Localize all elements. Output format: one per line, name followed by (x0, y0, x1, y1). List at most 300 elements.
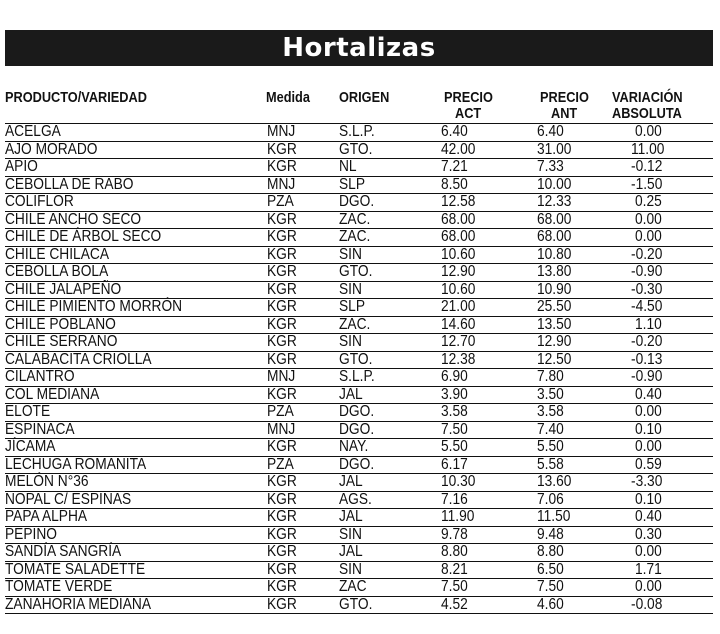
cell-origen-text: ZAC (339, 578, 367, 596)
cell-precio-ant (537, 386, 609, 404)
cell-origen-text: SIN (339, 245, 362, 263)
cell-origen (339, 526, 441, 544)
cell-producto (5, 456, 267, 474)
cell-medida-text: MNJ (267, 123, 296, 141)
cell-origen-text: SLP (339, 298, 366, 316)
cell-medida-text: KGR (267, 438, 297, 456)
cell-precio-ant (537, 596, 609, 614)
table-row (5, 351, 713, 369)
cell-medida (267, 246, 339, 264)
cell-origen-text: ZAC. (339, 228, 371, 246)
cell-producto-text: CHILE JALAPEÑO (5, 280, 122, 298)
cell-medida (267, 281, 339, 299)
cell-origen-text: DGO. (339, 455, 375, 473)
cell-precio-ant (537, 369, 609, 387)
cell-origen (339, 176, 441, 194)
cell-variacion-text: -1.50 (631, 175, 663, 193)
cell-producto-text: CHILE DE ÁRBOL SECO (5, 228, 162, 246)
cell-origen-text: SIN (339, 280, 362, 298)
cell-medida (267, 316, 339, 334)
table-row (5, 439, 713, 457)
cell-precio-ant-text: 12.90 (537, 333, 572, 351)
cell-precio-ant (537, 159, 609, 177)
cell-producto (5, 281, 267, 299)
cell-producto (5, 141, 267, 159)
cell-precio-act (441, 281, 537, 299)
cell-origen (339, 509, 441, 527)
cell-medida-text: KGR (267, 158, 297, 176)
cell-precio-act-text: 8.21 (441, 560, 468, 578)
cell-variacion-text: 0.00 (635, 123, 662, 141)
cell-medida-text: KGR (267, 315, 297, 333)
cell-producto-text: ACELGA (5, 123, 61, 141)
cell-medida (267, 561, 339, 579)
cell-variacion (609, 491, 713, 509)
cell-precio-ant-text: 7.06 (537, 490, 564, 508)
cell-precio-ant-text: 7.80 (537, 368, 564, 386)
cell-precio-ant-text: 13.60 (537, 473, 572, 491)
cell-medida (267, 159, 339, 177)
cell-variacion (609, 316, 713, 334)
cell-medida (267, 351, 339, 369)
cell-variacion (609, 281, 713, 299)
cell-producto (5, 579, 267, 597)
cell-variacion (609, 229, 713, 247)
cell-producto-text: CHILE PIMIENTO MORRÓN (5, 298, 183, 316)
cell-precio-ant (537, 421, 609, 439)
cell-origen (339, 421, 441, 439)
cell-precio-ant-text: 68.00 (537, 210, 572, 228)
cell-precio-act (441, 491, 537, 509)
cell-precio-ant-text: 6.50 (537, 560, 564, 578)
cell-variacion-text: 1.71 (635, 560, 662, 578)
table-row (5, 526, 713, 544)
cell-precio-act-text: 6.90 (441, 368, 468, 386)
cell-origen (339, 334, 441, 352)
cell-precio-ant-text: 10.00 (537, 175, 572, 193)
cell-producto-text: SANDÍA SANGRÍA (5, 543, 122, 561)
cell-precio-act-text: 68.00 (441, 210, 476, 228)
cell-precio-ant (537, 211, 609, 229)
table-row (5, 246, 713, 264)
cell-producto-text: COLIFLOR (5, 193, 74, 211)
cell-medida (267, 124, 339, 142)
cell-producto (5, 596, 267, 614)
cell-precio-ant (537, 246, 609, 264)
cell-precio-act-text: 10.30 (441, 473, 476, 491)
cell-medida-text: KGR (267, 350, 297, 368)
cell-origen-text: GTO. (339, 350, 373, 368)
table-row (5, 281, 713, 299)
cell-medida (267, 229, 339, 247)
cell-producto (5, 211, 267, 229)
cell-origen-text: ZAC. (339, 315, 371, 333)
cell-precio-act-text: 11.90 (441, 508, 475, 526)
cell-origen-text: SIN (339, 560, 362, 578)
cell-variacion (609, 299, 713, 317)
cell-medida (267, 264, 339, 282)
cell-precio-act (441, 579, 537, 597)
cell-precio-act-text: 5.50 (441, 438, 468, 456)
cell-variacion-text: 0.40 (635, 385, 662, 403)
header-origen: ORIGEN (339, 89, 390, 106)
cell-precio-ant-text: 7.33 (537, 158, 564, 176)
cell-precio-act (441, 334, 537, 352)
cell-precio-ant-text: 10.90 (537, 280, 572, 298)
cell-medida-text: MNJ (267, 420, 296, 438)
cell-medida-text: KGR (267, 543, 297, 561)
table-row (5, 369, 713, 387)
cell-origen (339, 124, 441, 142)
cell-precio-act-text: 10.60 (441, 280, 476, 298)
cell-origen (339, 386, 441, 404)
cell-precio-ant (537, 194, 609, 212)
cell-precio-ant (537, 404, 609, 422)
header-precio-ant: PRECIO (540, 89, 589, 106)
cell-precio-act (441, 211, 537, 229)
header-precio-act-sub: ACT (455, 105, 482, 122)
cell-producto (5, 124, 267, 142)
cell-origen (339, 351, 441, 369)
cell-precio-ant (537, 526, 609, 544)
cell-precio-ant (537, 509, 609, 527)
cell-precio-act-text: 8.80 (441, 543, 468, 561)
table-row (5, 264, 713, 282)
cell-precio-act-text: 7.50 (441, 578, 468, 596)
cell-precio-act (441, 229, 537, 247)
cell-origen (339, 474, 441, 492)
cell-precio-act-text: 3.90 (441, 385, 468, 403)
cell-precio-act (441, 264, 537, 282)
cell-producto (5, 351, 267, 369)
table-row (5, 474, 713, 492)
cell-producto (5, 369, 267, 387)
cell-precio-ant (537, 299, 609, 317)
cell-producto-text: NOPAL C/ ESPINAS (5, 490, 132, 508)
cell-origen-text: ZAC. (339, 210, 371, 228)
cell-precio-act-text: 7.21 (441, 158, 468, 176)
cell-medida-text: KGR (267, 140, 297, 158)
table-row (5, 509, 713, 527)
cell-variacion (609, 526, 713, 544)
cell-medida (267, 439, 339, 457)
cell-producto-text: JÍCAMA (5, 438, 56, 456)
cell-precio-ant-text: 9.48 (537, 525, 564, 543)
cell-producto (5, 526, 267, 544)
cell-variacion (609, 351, 713, 369)
table-row (5, 596, 713, 614)
cell-medida-text: KGR (267, 228, 297, 246)
cell-origen-text: SIN (339, 525, 362, 543)
cell-medida-text: KGR (267, 298, 297, 316)
cell-producto (5, 509, 267, 527)
table-row (5, 456, 713, 474)
cell-precio-ant-text: 12.33 (537, 193, 572, 211)
cell-precio-act-text: 14.60 (441, 315, 476, 333)
cell-medida (267, 456, 339, 474)
cell-producto-text: PEPINO (5, 525, 58, 543)
cell-precio-ant-text: 3.50 (537, 385, 564, 403)
cell-precio-ant (537, 141, 609, 159)
cell-variacion (609, 509, 713, 527)
cell-precio-act (441, 456, 537, 474)
cell-variacion-text: 0.30 (635, 525, 662, 543)
cell-producto (5, 264, 267, 282)
cell-precio-ant-text: 11.50 (537, 508, 571, 526)
header-producto: PRODUCTO/VARIEDAD (5, 89, 147, 106)
cell-precio-act-text: 8.50 (441, 175, 468, 193)
cell-variacion (609, 439, 713, 457)
cell-origen-text: DGO. (339, 420, 375, 438)
table-row (5, 141, 713, 159)
cell-variacion-text: 0.00 (635, 403, 662, 421)
cell-variacion-text: 0.25 (635, 193, 662, 211)
cell-producto-text: APIO (5, 158, 38, 176)
cell-variacion (609, 159, 713, 177)
cell-medida-text: KGR (267, 525, 297, 543)
cell-precio-act (441, 596, 537, 614)
table-row (5, 124, 713, 142)
cell-variacion-text: 0.59 (635, 455, 662, 473)
cell-variacion-text: 0.00 (635, 578, 662, 596)
cell-origen-text: S.L.P. (339, 368, 375, 386)
cell-origen (339, 369, 441, 387)
cell-variacion (609, 386, 713, 404)
header-medida: Medida (266, 89, 310, 106)
cell-precio-ant-text: 3.58 (537, 403, 564, 421)
table-row (5, 544, 713, 562)
cell-producto-text: CHILE ANCHO SECO (5, 210, 142, 228)
cell-medida (267, 369, 339, 387)
cell-producto (5, 421, 267, 439)
cell-origen (339, 194, 441, 212)
header-precio-ant-sub: ANT (551, 105, 578, 122)
cell-precio-ant (537, 264, 609, 282)
cell-producto-text: AJO MORADO (5, 140, 98, 158)
header-variacion: VARIACIÓN (612, 89, 683, 106)
cell-precio-ant (537, 544, 609, 562)
cell-variacion-text: -0.20 (631, 333, 663, 351)
cell-variacion (609, 421, 713, 439)
cell-medida (267, 211, 339, 229)
cell-precio-act (441, 159, 537, 177)
cell-medida-text: MNJ (267, 175, 296, 193)
cell-origen-text: SLP (339, 175, 366, 193)
cell-producto (5, 159, 267, 177)
cell-precio-ant-text: 8.80 (537, 543, 564, 561)
cell-variacion-text: -3.30 (631, 473, 663, 491)
cell-variacion (609, 596, 713, 614)
cell-origen-text: JAL (339, 473, 363, 491)
cell-precio-act (441, 176, 537, 194)
cell-variacion-text: 0.00 (635, 543, 662, 561)
table-row (5, 334, 713, 352)
cell-variacion-text: 1.10 (635, 315, 662, 333)
cell-producto (5, 474, 267, 492)
cell-precio-act-text: 12.38 (441, 350, 476, 368)
cell-precio-ant (537, 281, 609, 299)
prices-table (5, 123, 713, 614)
cell-producto (5, 561, 267, 579)
cell-origen-text: JAL (339, 543, 363, 561)
cell-precio-ant (537, 176, 609, 194)
cell-variacion (609, 544, 713, 562)
cell-variacion-text: -0.13 (631, 350, 663, 368)
cell-precio-ant-text: 7.40 (537, 420, 564, 438)
cell-precio-ant (537, 351, 609, 369)
cell-precio-ant-text: 6.40 (537, 123, 564, 141)
cell-producto-text: CHILE CHILACA (5, 245, 109, 263)
cell-variacion-text: 0.10 (635, 490, 662, 508)
cell-precio-act (441, 351, 537, 369)
cell-medida (267, 299, 339, 317)
cell-precio-ant-text: 10.80 (537, 245, 572, 263)
cell-medida (267, 176, 339, 194)
cell-variacion (609, 404, 713, 422)
cell-origen (339, 579, 441, 597)
cell-producto (5, 386, 267, 404)
cell-precio-ant (537, 124, 609, 142)
cell-origen-text: DGO. (339, 193, 375, 211)
cell-precio-act (441, 421, 537, 439)
cell-precio-ant-text: 68.00 (537, 228, 572, 246)
cell-medida (267, 194, 339, 212)
table-row (5, 316, 713, 334)
cell-precio-ant-text: 25.50 (537, 298, 572, 316)
cell-precio-act (441, 561, 537, 579)
section-title: Hortalizas (5, 30, 713, 66)
cell-origen-text: JAL (339, 508, 363, 526)
cell-precio-ant (537, 229, 609, 247)
cell-medida-text: KGR (267, 560, 297, 578)
cell-medida (267, 141, 339, 159)
cell-origen (339, 316, 441, 334)
cell-variacion (609, 264, 713, 282)
cell-medida-text: KGR (267, 245, 297, 263)
cell-precio-act (441, 439, 537, 457)
cell-origen-text: DGO. (339, 403, 375, 421)
table-row (5, 561, 713, 579)
cell-precio-act (441, 369, 537, 387)
cell-origen-text: AGS. (339, 490, 372, 508)
cell-precio-act (441, 526, 537, 544)
cell-precio-act (441, 246, 537, 264)
cell-origen-text: GTO. (339, 263, 373, 281)
cell-origen-text: NAY. (339, 438, 369, 456)
cell-variacion (609, 194, 713, 212)
cell-precio-act-text: 6.17 (441, 455, 468, 473)
cell-medida-text: KGR (267, 490, 297, 508)
cell-precio-act (441, 404, 537, 422)
cell-medida (267, 579, 339, 597)
cell-precio-act-text: 7.50 (441, 420, 468, 438)
cell-precio-ant-text: 4.60 (537, 595, 564, 613)
cell-medida (267, 544, 339, 562)
cell-variacion-text: 0.00 (635, 228, 662, 246)
cell-precio-act-text: 10.60 (441, 245, 476, 263)
cell-producto (5, 404, 267, 422)
cell-producto-text: ESPINACA (5, 420, 75, 438)
cell-variacion-text: -0.30 (631, 280, 663, 298)
cell-origen (339, 596, 441, 614)
cell-variacion (609, 176, 713, 194)
cell-precio-act (441, 194, 537, 212)
table-row (5, 176, 713, 194)
cell-variacion-text: 11.00 (631, 140, 665, 158)
cell-precio-ant (537, 561, 609, 579)
cell-medida (267, 421, 339, 439)
cell-medida-text: KGR (267, 333, 297, 351)
cell-precio-act (441, 124, 537, 142)
table-row (5, 194, 713, 212)
cell-precio-act (441, 509, 537, 527)
cell-variacion (609, 369, 713, 387)
header-precio-act: PRECIO (444, 89, 493, 106)
cell-precio-ant-text: 31.00 (537, 140, 572, 158)
table-row (5, 421, 713, 439)
cell-variacion-text: 0.40 (635, 508, 662, 526)
cell-variacion (609, 141, 713, 159)
cell-origen (339, 561, 441, 579)
cell-producto (5, 316, 267, 334)
cell-medida (267, 509, 339, 527)
cell-precio-ant-text: 5.50 (537, 438, 564, 456)
cell-origen (339, 159, 441, 177)
cell-producto-text: CHILE SERRANO (5, 333, 118, 351)
cell-variacion (609, 334, 713, 352)
cell-medida-text: KGR (267, 263, 297, 281)
cell-producto-text: CHILE POBLANO (5, 315, 116, 333)
cell-precio-ant (537, 456, 609, 474)
cell-precio-act-text: 68.00 (441, 228, 476, 246)
cell-origen (339, 404, 441, 422)
cell-precio-act (441, 544, 537, 562)
cell-origen (339, 281, 441, 299)
cell-producto-text: ZANAHORIA MEDIANA (5, 595, 152, 613)
cell-precio-act-text: 6.40 (441, 123, 468, 141)
cell-precio-ant-text: 13.50 (537, 315, 572, 333)
cell-origen (339, 299, 441, 317)
cell-medida (267, 596, 339, 614)
cell-variacion-text: -4.50 (631, 298, 663, 316)
cell-precio-act-text: 12.90 (441, 263, 476, 281)
table-row (5, 491, 713, 509)
cell-origen (339, 439, 441, 457)
cell-variacion-text: -0.90 (631, 263, 663, 281)
cell-origen-text: SIN (339, 333, 362, 351)
cell-medida-text: KGR (267, 578, 297, 596)
cell-producto (5, 176, 267, 194)
cell-producto (5, 299, 267, 317)
cell-medida-text: PZA (267, 403, 294, 421)
cell-origen (339, 456, 441, 474)
table-row (5, 229, 713, 247)
cell-variacion-text: -0.12 (631, 158, 663, 176)
cell-variacion-text: -0.90 (631, 368, 663, 386)
cell-medida (267, 334, 339, 352)
cell-producto-text: TOMATE VERDE (5, 578, 113, 596)
cell-medida-text: PZA (267, 193, 294, 211)
cell-origen (339, 544, 441, 562)
cell-origen (339, 264, 441, 282)
cell-precio-act (441, 316, 537, 334)
cell-producto-text: CEBOLLA BOLA (5, 263, 109, 281)
cell-precio-act-text: 9.78 (441, 525, 468, 543)
cell-precio-ant (537, 334, 609, 352)
table-row (5, 211, 713, 229)
cell-variacion (609, 579, 713, 597)
cell-producto-text: MELÓN N°36 (5, 473, 89, 491)
